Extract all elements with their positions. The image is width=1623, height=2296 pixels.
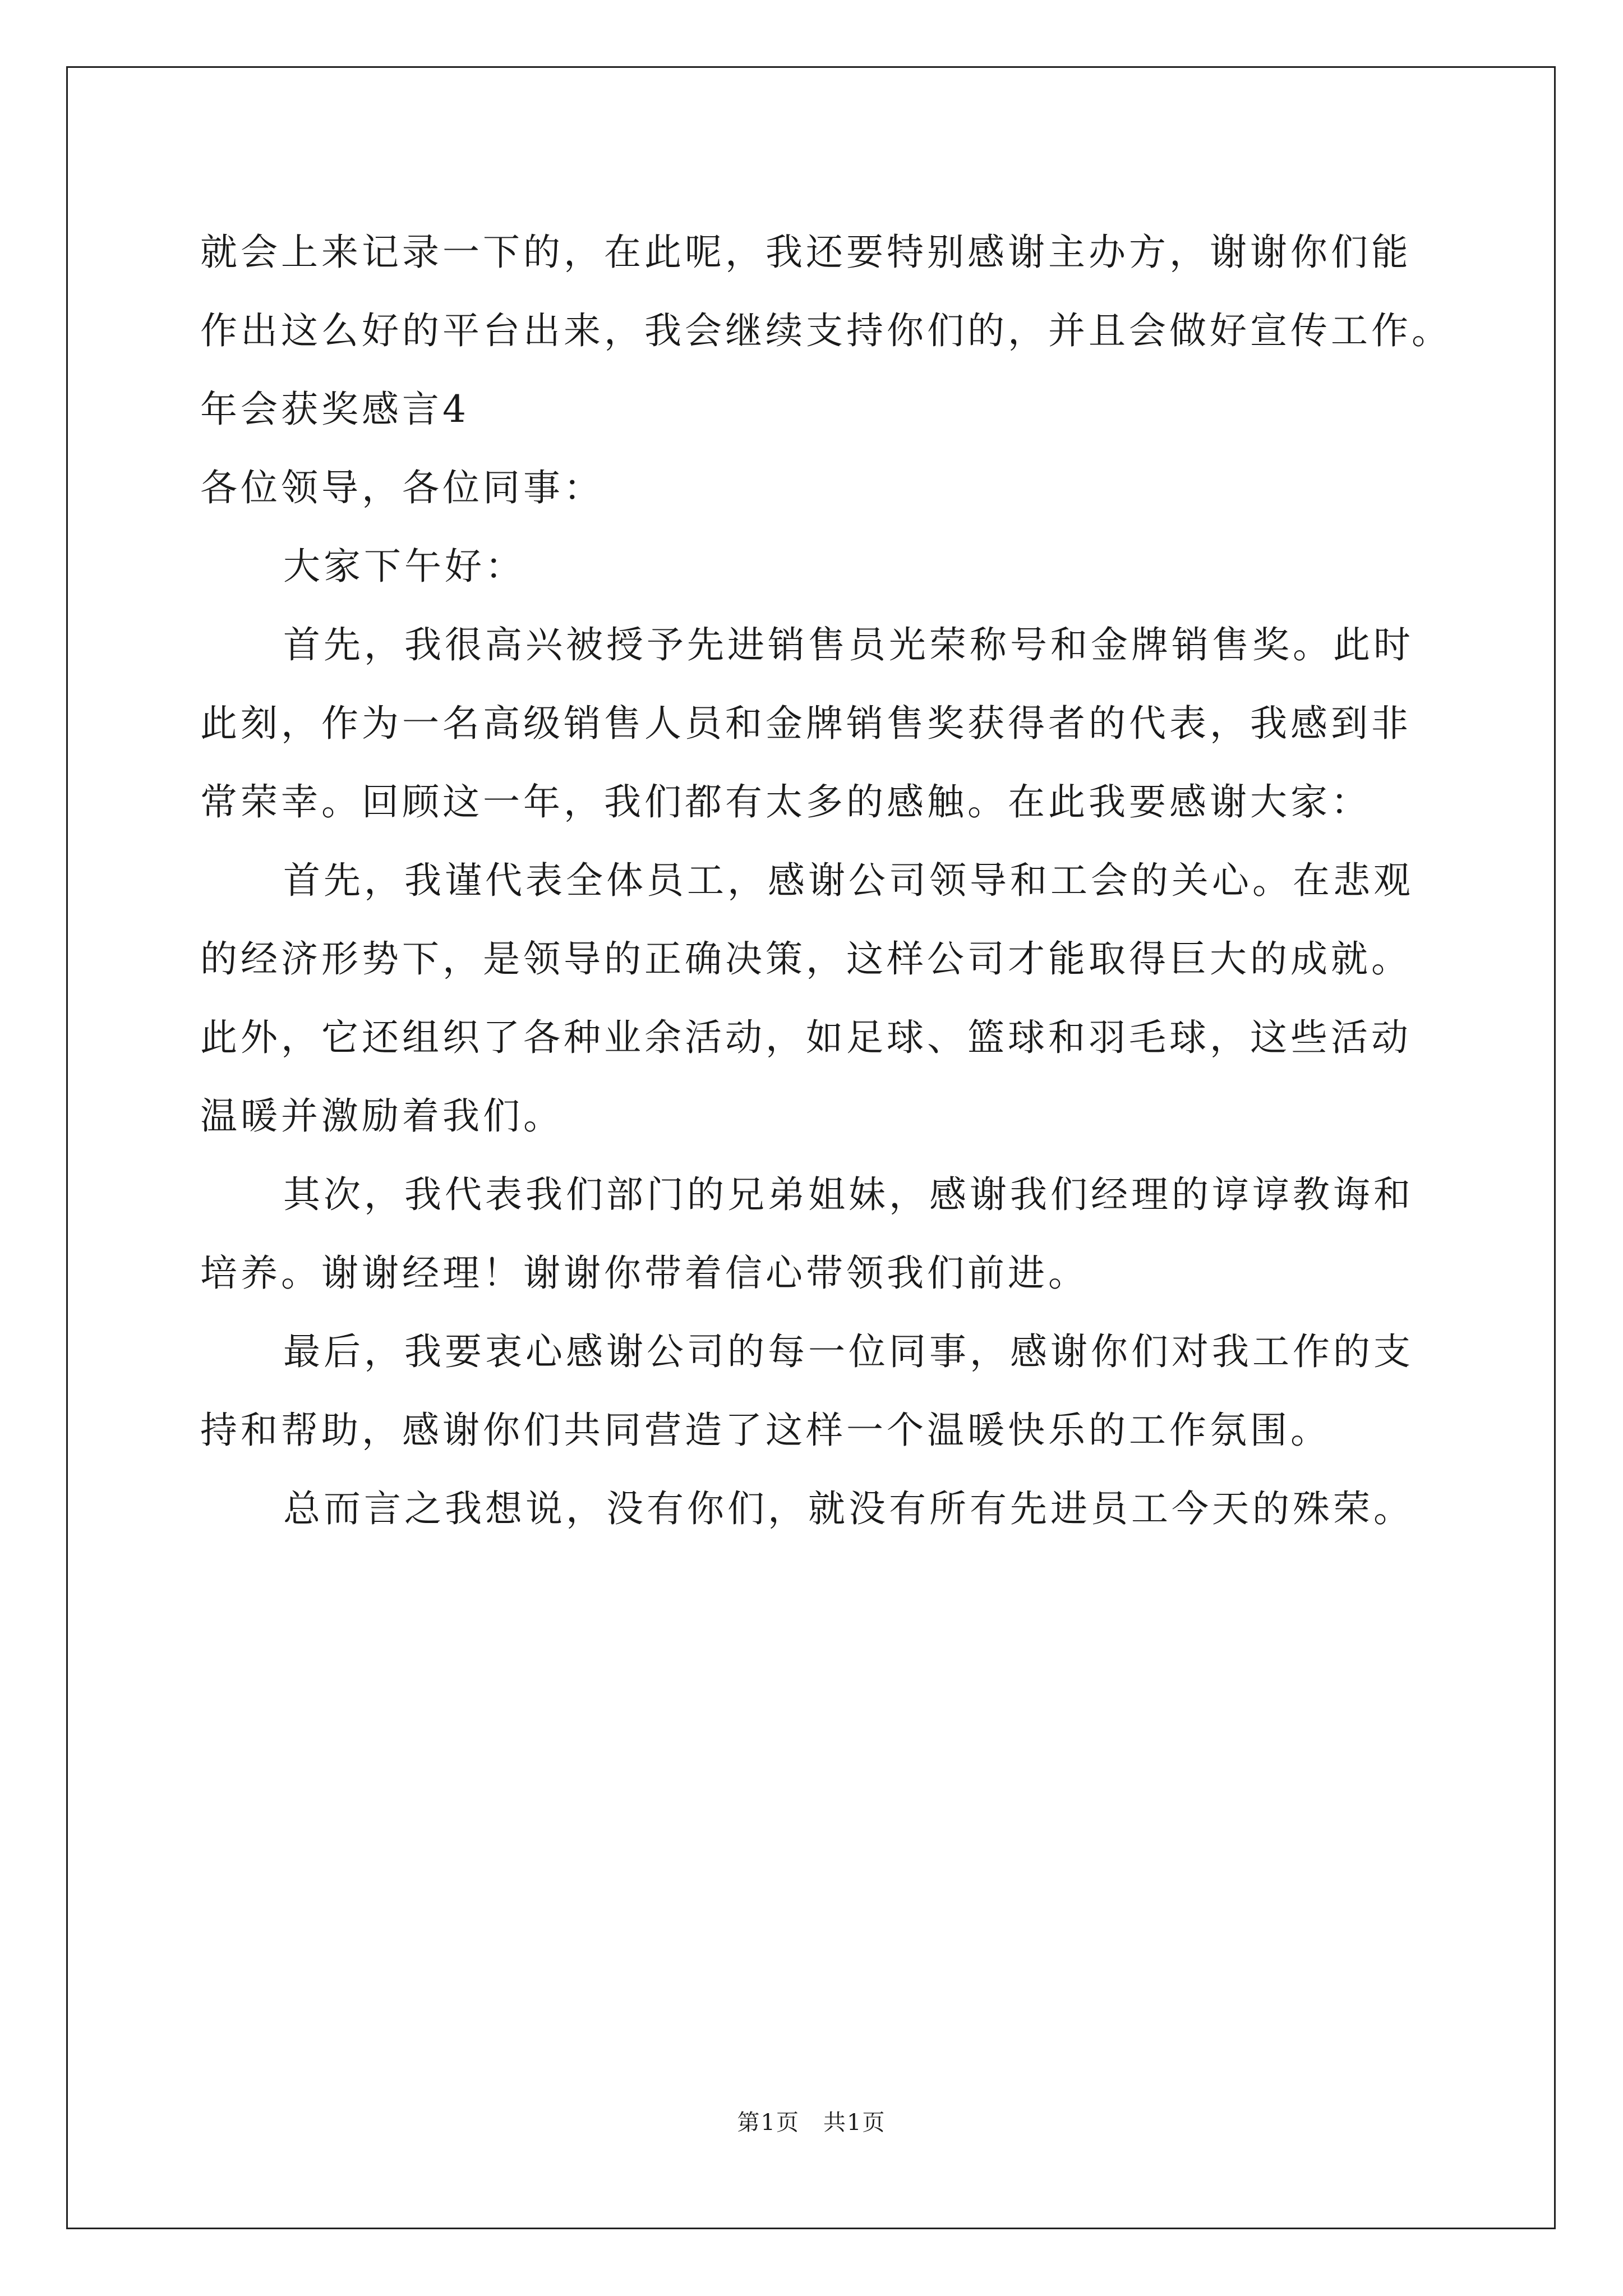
- text-line: 的经济形势下，是领导的正确决策，这样公司才能取得巨大的成就。: [200, 937, 1412, 981]
- salutation: 各位领导，各位同事：: [200, 466, 604, 509]
- text-line: 最后，我要衷心感谢公司的每一位同事，感谢你们对我工作的支: [283, 1330, 1414, 1373]
- text-line: 此外，它还组织了各种业余活动，如足球、篮球和羽毛球，这些活动: [200, 1016, 1412, 1059]
- text-line: 培养。谢谢经理！谢谢你带着信心带领我们前进。: [200, 1251, 1089, 1295]
- text-line: 总而言之我想说，没有你们，就没有所有先进员工今天的殊荣。: [283, 1487, 1414, 1530]
- text-line: 温暖并激励着我们。: [200, 1094, 564, 1138]
- text-line: 此刻，作为一名高级销售人员和金牌销售奖获得者的代表，我感到非: [200, 702, 1412, 745]
- text-line: 持和帮助，感谢你们共同营造了这样一个温暖快乐的工作氛围。: [200, 1409, 1331, 1452]
- text-line: 首先，我谨代表全体员工，感谢公司领导和工会的关心。在悲观: [283, 859, 1414, 902]
- text-line: 就会上来记录一下的，在此呢，我还要特别感谢主办方，谢谢你们能: [200, 231, 1412, 274]
- text-line: 作出这么好的平台出来，我会继续支持你们的，并且会做好宣传工作。: [200, 309, 1452, 352]
- greeting: 大家下午好：: [283, 545, 525, 588]
- text-line: 其次，我代表我们部门的兄弟姐妹，感谢我们经理的谆谆教诲和: [283, 1173, 1414, 1216]
- page-number: 第1页 共1页: [737, 2110, 886, 2136]
- text-line: 常荣幸。回顾这一年，我们都有太多的感触。在此我要感谢大家：: [200, 780, 1371, 823]
- section-heading: 年会获奖感言4: [200, 388, 469, 431]
- text-line: 首先，我很高兴被授予先进销售员光荣称号和金牌销售奖。此时: [283, 623, 1414, 666]
